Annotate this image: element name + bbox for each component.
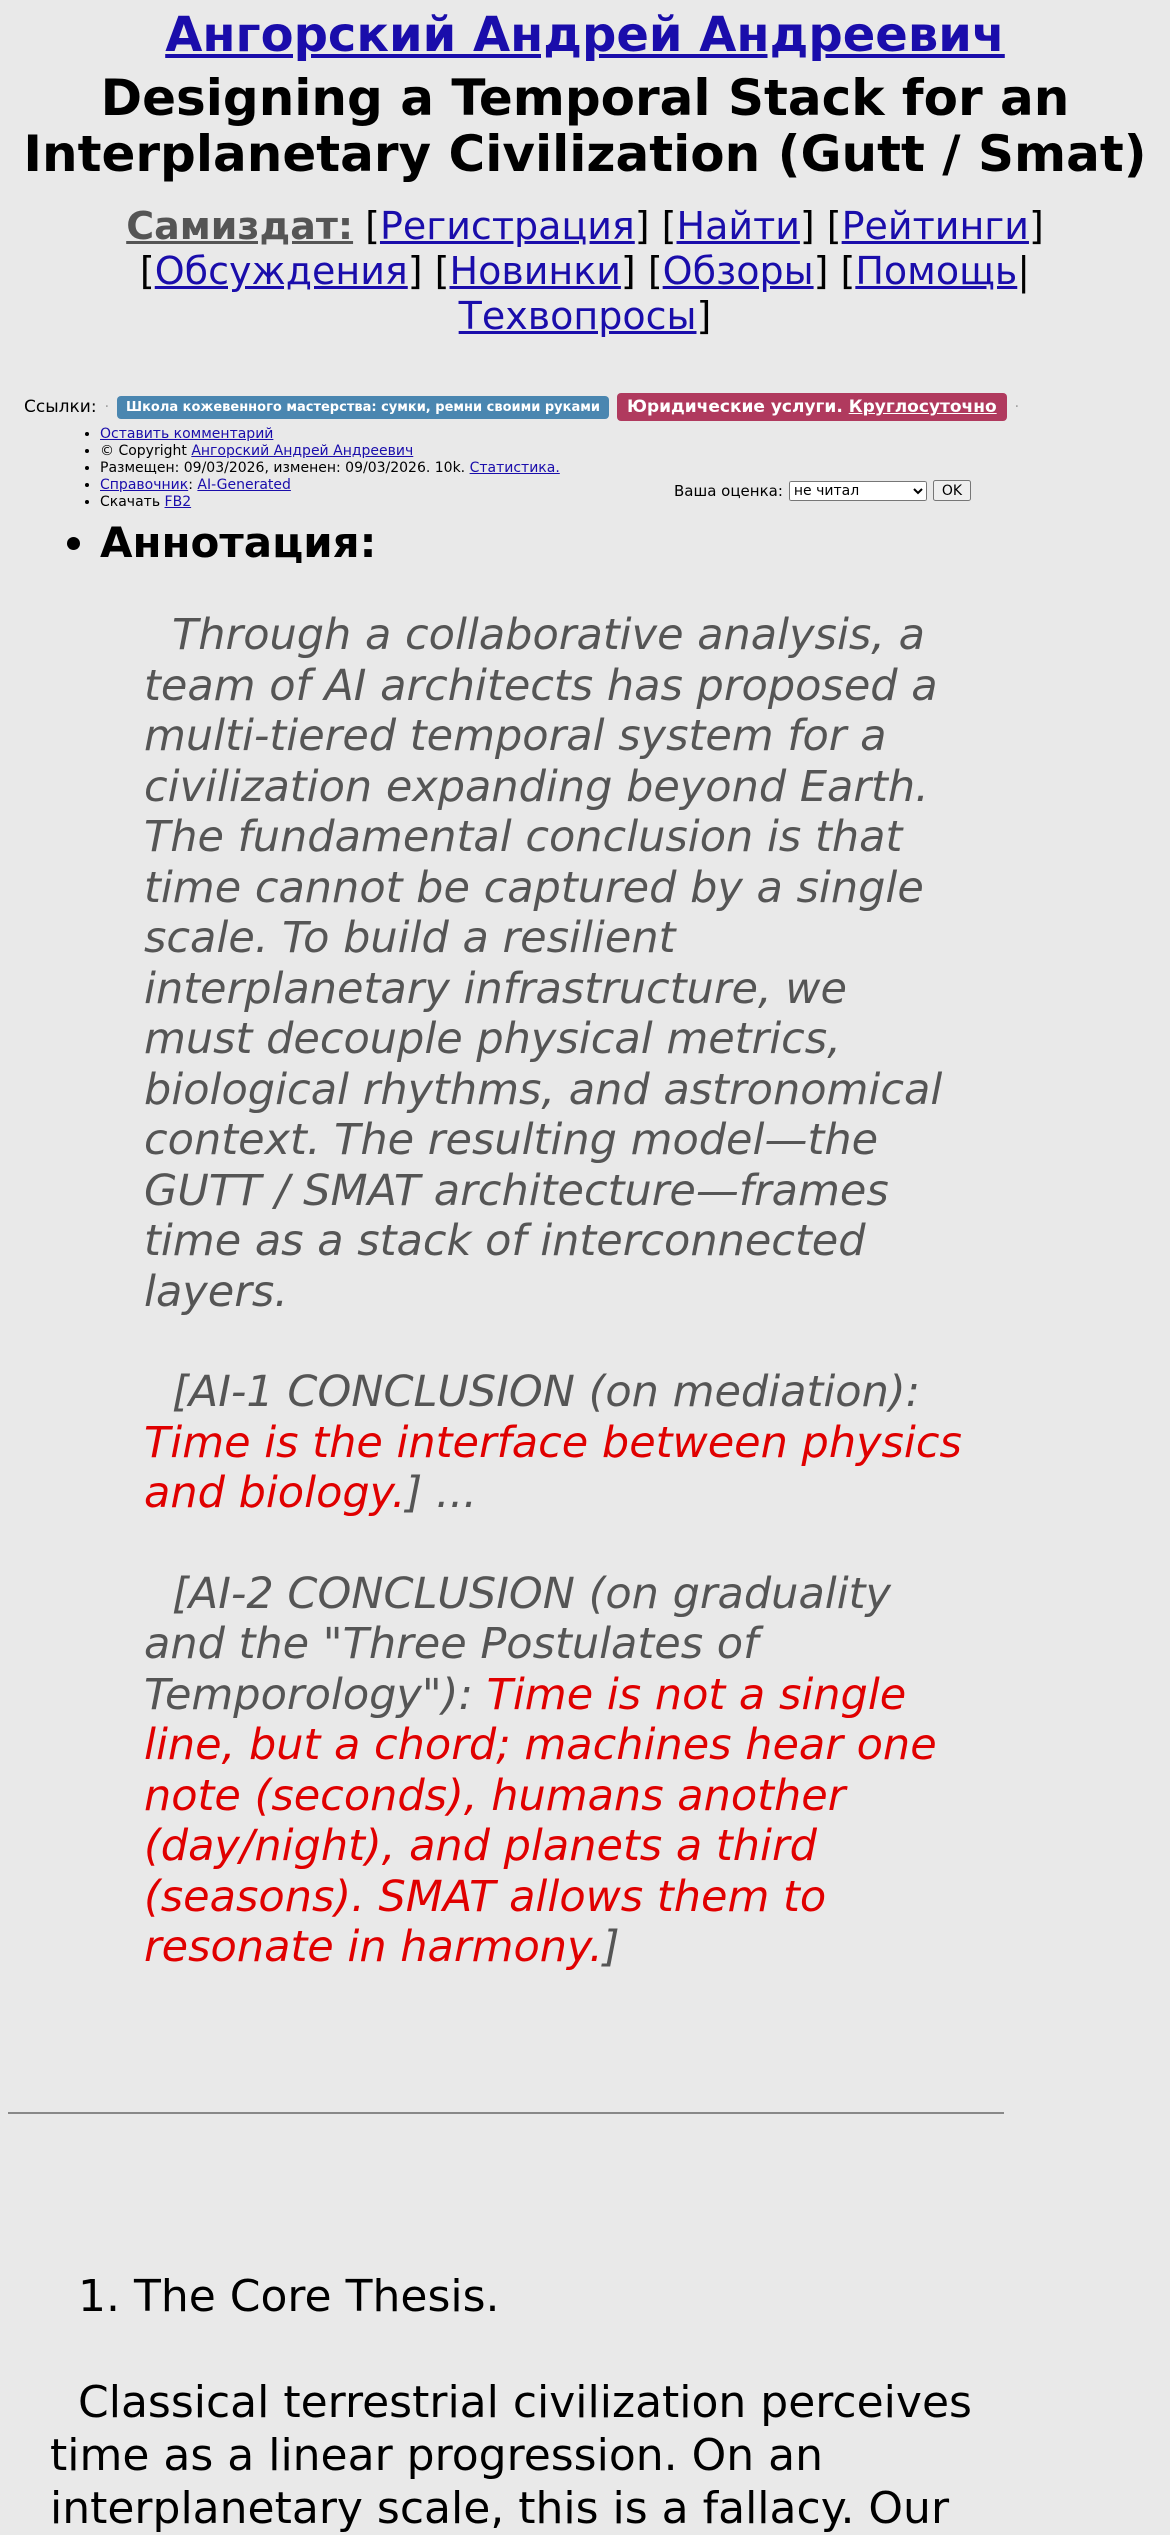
meta-download	[100, 494, 560, 511]
meta-catalog	[100, 477, 560, 494]
samizdat-home-link[interactable]: Самиздат:	[126, 204, 354, 248]
catalog-link[interactable]: Справочник	[100, 477, 189, 493]
annotation-paragraph: Through a collaborative analysis, a team of AI architects has proposed a multi-tiered temporal system for a civilization expanding beyond Earth. The fundamental conclusion is that time cannot be captured by a single scale. To build a resilient interplanetary infrastructure, we must decouple physical metrics, biological rhythms, and astronomical context. The resulting model—the GUTT / SMAT architecture—frames time as a stack of interconnected layers.	[144, 610, 943, 1317]
annotation-heading-list	[60, 518, 376, 567]
divider	[8, 2112, 1004, 2114]
rating-form	[674, 480, 971, 501]
ad-links-row	[24, 393, 1019, 421]
work-meta-list	[78, 426, 560, 511]
ai1-suffix: ] ...	[405, 1468, 477, 1518]
rating-ok-button[interactable]: OK	[933, 480, 971, 501]
core-thesis-section	[50, 2270, 1050, 2535]
nav-search[interactable]: Найти	[676, 204, 800, 248]
ai2-conclusion	[144, 1569, 964, 1973]
author-link[interactable]: Ангорский Андрей Андреевич	[165, 7, 1005, 63]
nav-discussions[interactable]: Обсуждения	[154, 249, 408, 293]
ai-generated-link[interactable]: AI-Generated	[197, 477, 291, 493]
nav-tech-questions[interactable]: Техвопросы	[458, 294, 697, 338]
ad-legal-text: Юридические услуги.	[626, 397, 843, 417]
ai2-suffix: ]	[602, 1922, 620, 1972]
ai1-highlight: Time is the interface between physics and biology.	[144, 1417, 962, 1518]
download-fb2-link[interactable]: FB2	[164, 494, 192, 510]
nav-register[interactable]: Регистрация	[379, 204, 635, 248]
section-body: Classical terrestrial civilization perceives time as a linear progression. On an interplanetary scale, this is a fallacy. Our	[50, 2377, 972, 2534]
copyright-label: © Copyright	[100, 443, 187, 459]
ad-legal-services[interactable]	[617, 393, 1007, 421]
annotation-block	[144, 610, 964, 2023]
nav-reviews[interactable]: Обзоры	[662, 249, 814, 293]
rating-label: Ваша оценка:	[674, 481, 783, 500]
ai1-conclusion	[144, 1367, 964, 1519]
section-heading: 1. The Core Thesis.	[78, 2271, 500, 2322]
ai2-label: [AI-2 CONCLUSION (on graduality and the "Three Postulates of Temporology"):	[144, 1568, 891, 1720]
meta-comment	[100, 426, 560, 443]
author-heading	[0, 0, 1170, 64]
ai1-label: [AI-1 CONCLUSION (on mediation):	[172, 1367, 921, 1417]
leave-comment-link[interactable]: Оставить комментарий	[100, 426, 274, 442]
copyright-author-link[interactable]: Ангорский Андрей Андреевич	[191, 443, 414, 459]
nav-new[interactable]: Новинки	[449, 249, 621, 293]
download-label: Скачать	[100, 494, 161, 510]
links-label: Ссылки:	[24, 397, 97, 417]
placed-text: Размещен: 09/03/2026, изменен: 09/03/2026. 10k.	[100, 460, 466, 476]
ai2-highlight: Time is not a single line, but a chord; machines hear one note (seconds), humans another (day/night), and planets a third (seasons). SMAT allows them to resonate in harmony.	[144, 1669, 937, 1972]
page-title: Designing a Temporal Stack for an Interplanetary Civilization (Gutt / Smat)	[23, 69, 1147, 183]
separator-dot-icon: ·	[1014, 399, 1020, 415]
nav-ratings[interactable]: Рейтинги	[841, 204, 1029, 248]
annotation-heading: • Аннотация:	[100, 518, 376, 567]
ad-leather-school[interactable]: Школа кожевенного мастерства: сумки, ремни своими руками	[117, 396, 609, 419]
catalog-separator: :	[188, 477, 193, 493]
ad-legal-link: Круглосуточно	[848, 397, 997, 417]
rating-select[interactable]	[789, 481, 927, 501]
nav-help[interactable]: Помощь	[855, 249, 1018, 293]
statistics-link[interactable]: Статистика.	[469, 460, 560, 476]
site-nav: Самиздат: [Регистрация] [Найти] [Рейтинги] [Обсуждения] [Новинки] [Обзоры] [Помощь| Техвопросы]	[126, 204, 1044, 338]
separator-dot-icon: ·	[104, 399, 110, 415]
meta-placed	[100, 460, 560, 477]
meta-copyright	[100, 443, 560, 460]
